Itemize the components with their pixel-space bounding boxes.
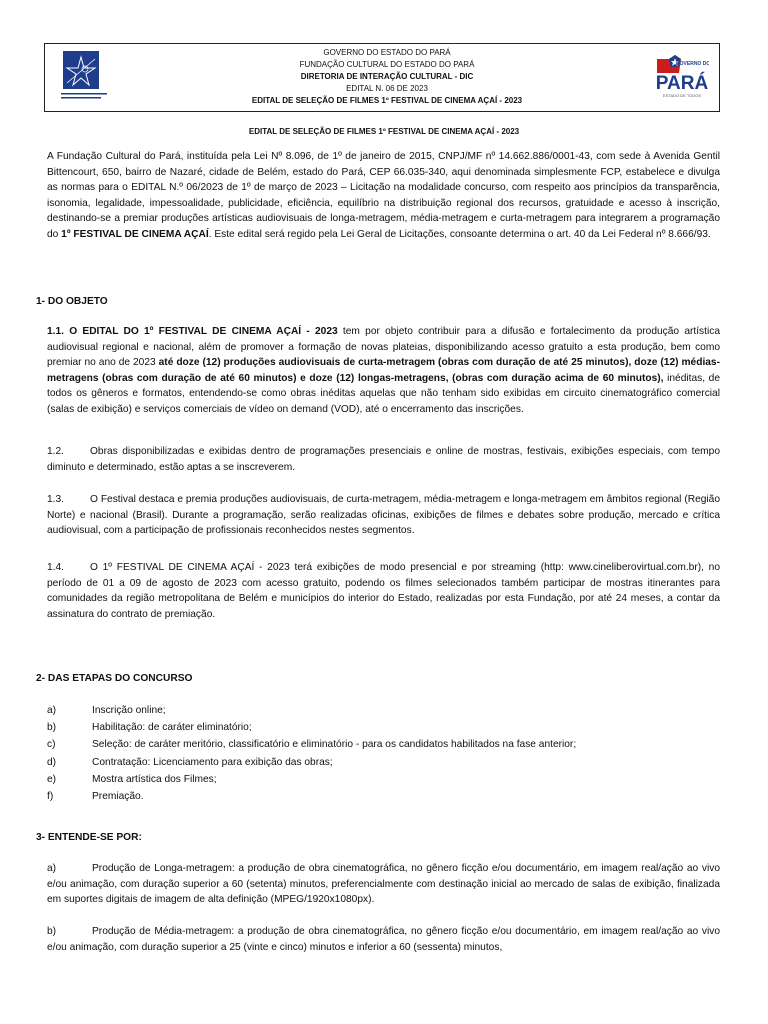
document-title: EDITAL DE SELEÇÃO DE FILMES 1º FESTIVAL DE CINEMA AÇAÍ - 2023 (248, 127, 520, 136)
paragraph-1-1: 1.1. O EDITAL DO 1º FESTIVAL DE CINEMA AÇAÍ - 2023 tem por objeto contribuir para a difusão e fortalecimento da produção artística audiovisual regional e nacional, além de promover a formação de novas plateias, disponibilizando acesso gratuito a esta produção, bem como premiar no ano de 2023 até doze (12) produções audiovisuais de curta-metragem (obras com duração de até 25 minutos), doze (12) médias-metragens (obras com duração de até 60 minutos) e doze (12) longas-metragens, (obras com duração acima de 60 minutos), inéditas, de todos os gêneros e formatos, entendendo-se como obras inéditas aquelas que não tenham sido exibidas em circuito cinematográfico comercial (salas de exibição) e serviços comerciais de vídeo on demand (VOD), até o encerramento das inscrições. (47, 326, 720, 415)
header-line-1: GOVERNO DO ESTADO DO PARÁ (323, 48, 451, 57)
list-item: d) Contratação: Licenciamento para exibição das obras; (47, 756, 333, 768)
header-line-5: EDITAL DE SELEÇÃO DE FILMES 1º FESTIVAL DE CINEMA AÇAÍ - 2023 (251, 96, 523, 105)
definition-b: b) Produção de Média-metragem: a produção de obra cinematográfica, no gênero ficção e/ou documentário, em imagem real/ação ao vivo e/ou animação, com duração superior a 25 (vinte e cinco) minutos e inferior a 60 (sessenta) minutos, (47, 926, 720, 953)
paragraph-1-4: 1.4. O 1º FESTIVAL DE CINEMA AÇAÍ - 2023 terá exibições de modo presencial e por streaming (http: www.cineliberovirtual.com.br), no período de 01 a 09 de agosto de 2023 com acesso gratuito, podendo os filmes selecionados também participar de mostras itinerantes para comunidades da região metropolitana de Belém e municípios do interior do Estado, realizadas por esta Fundação, por até 24 meses, a contar da assinatura do contrato de premiação. (47, 562, 720, 620)
stages-list (47, 702, 576, 805)
definition-a: a) Produção de Longa-metragem: a produção de obra cinematográfica, no gênero ficção e/ou documentário, em imagem real/ação ao vivo e/ou animação, com duração superior a 60 (setenta) minutos, preferencialmente com destinação inicial ao mercado de salas de exibição, finalizada em suportes digitais de imagem de alta definição (MPEG/1920x1080px). (47, 863, 720, 906)
list-item: a) Inscrição online; (47, 705, 166, 716)
document-header (44, 43, 720, 112)
list-item: b) Habilitação: de caráter eliminatório; (47, 722, 252, 734)
intro-paragraph: A Fundação Cultural do Pará, instituída pela Lei Nº 8.096, de 1º de janeiro de 2015, CNPJ/MF nº 14.662.886/0001-43, com sede à Avenida Gentil Bittencourt, 650, bairro de Nazaré, cidade de Belém, estado do Pará, CEP 66.035-340, aqui denominada simplesmente FCP, estabelece e divulga as normas para o EDITAL N.º 06/2023 de 1º de março de 2023 – Licitação na modalidade concurso, com respeito aos princípios da transparência, isonomia, legalidade, impessoalidade, publicidade, eficiência, equilíbrio na distribuição regional dos recursos, gratuidade e acesso à inscrição, destinando-se a premiar produções artísticas audiovisuais de longa-metragem, média-metragem e curta-metragem para integrarem a programação do 1º FESTIVAL DE CINEMA AÇAÍ. Este edital será regido pela Lei Geral de Licitações, consoante determina o art. 40 da Lei Federal nº 8.666/93. (47, 151, 720, 240)
paragraph-1-2: 1.2. Obras disponibilizadas e exibidas dentro de programações presenciais e online de mostras, festivais, exibições especiais, com tempo diminuto e determinado, estão aptas a se inscreverem. (47, 446, 720, 473)
svg-text:GOVERNO DO: GOVERNO DO (675, 61, 709, 67)
list-item: e) Mostra artística dos Filmes; (47, 773, 217, 785)
paragraph-1-3: 1.3. O Festival destaca e premia produções audiovisuais, de curta-metragem, média-metragem e longa-metragem em âmbitos regional (Região Norte) e nacional (Brasil). Durante a programação, serão realizadas oficinas, exibições de filmes e debates sobre produção, mercado e crítica audiovisual, com a participação de profissionais reconhecidos nestes segmentos. (47, 494, 720, 537)
svg-text:PARÁ: PARÁ (655, 73, 709, 94)
section-3-heading: 3- ENTENDE-SE POR: (36, 832, 142, 843)
svg-text:ESTADO DE TODOS: ESTADO DE TODOS (662, 93, 702, 98)
header-line-2: FUNDAÇÃO CULTURAL DO ESTADO DO PARÁ (299, 60, 475, 69)
header-line-4: EDITAL N. 06 DE 2023 (346, 84, 428, 93)
section-1-heading: 1- DO OBJETO (36, 296, 108, 307)
list-item: f) Premiação. (47, 791, 144, 803)
governo-para-logo (655, 55, 709, 101)
header-line-3: DIRETORIA DE INTERAÇÃO CULTURAL - DIC (300, 72, 474, 81)
list-item: c) Seleção: de caráter meritório, classificatório e eliminatório - para os candidatos habilitados na fase anterior; (47, 739, 577, 751)
header-text (135, 47, 639, 107)
fcp-logo (57, 51, 117, 107)
section-2-heading: 2- DAS ETAPAS DO CONCURSO (36, 673, 193, 684)
